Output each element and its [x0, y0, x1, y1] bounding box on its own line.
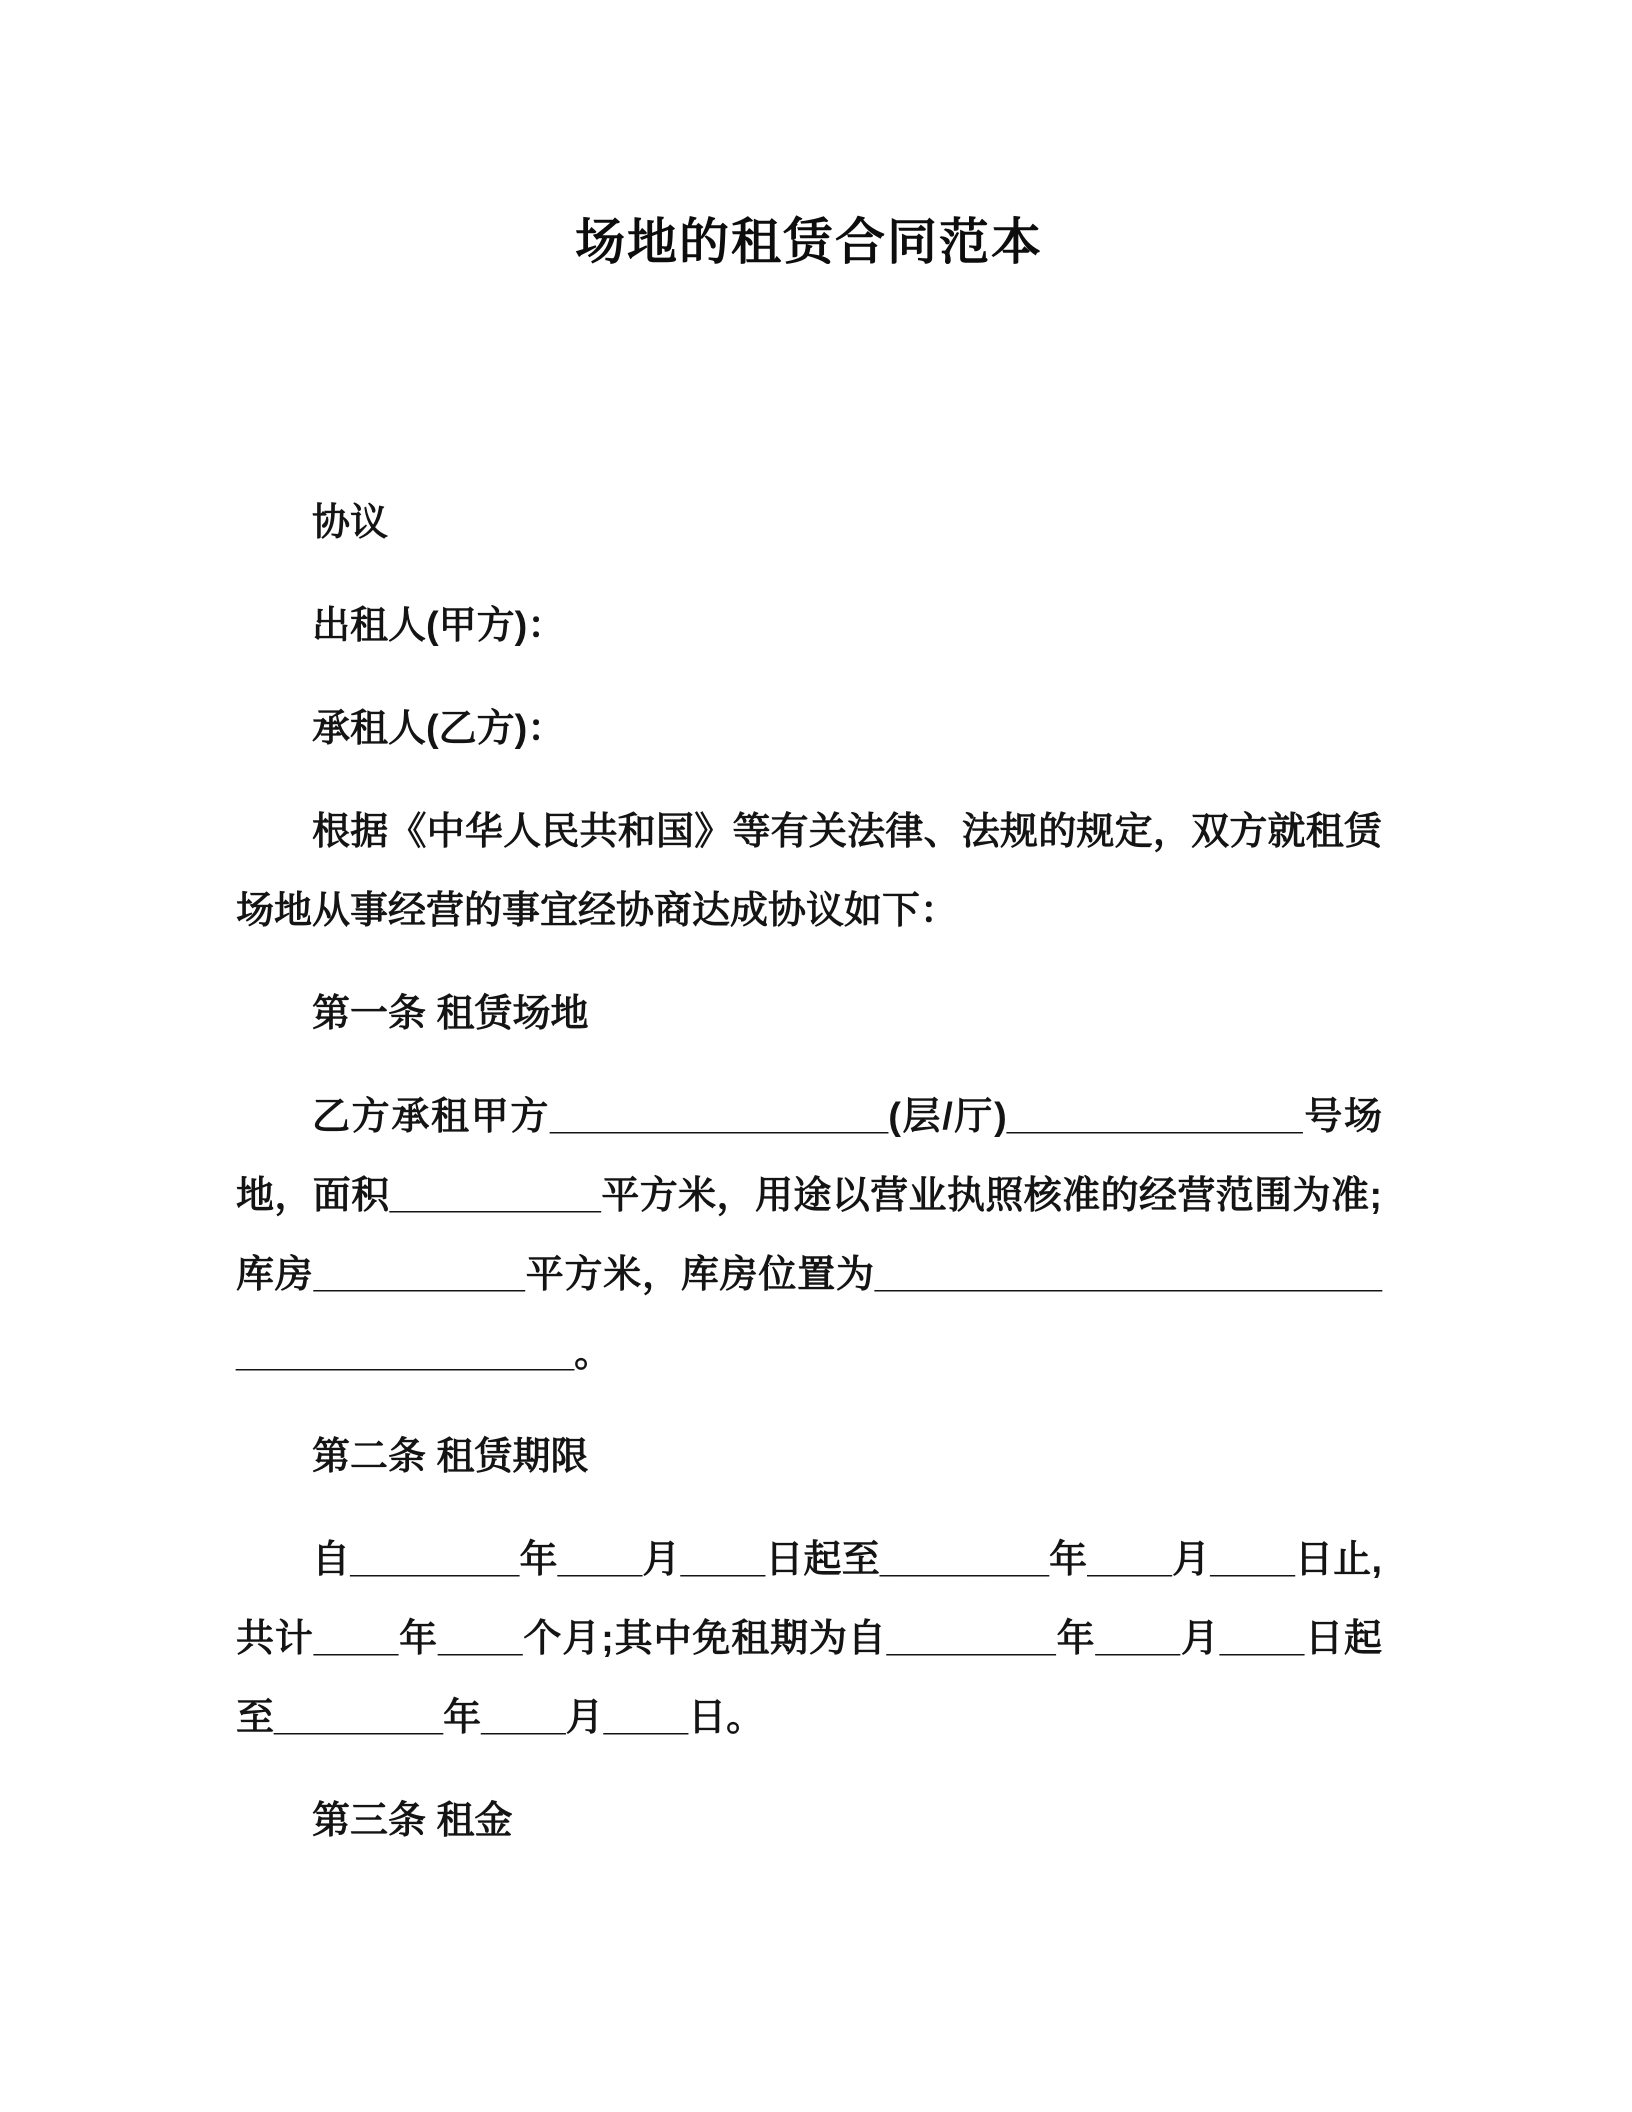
paragraph-preamble: 根据《中华人民共和国》等有关法律、法规的规定，双方就租赁场地从事经营的事宜经协商达成协议如下： [236, 811, 1382, 932]
heading-article-3-rent: 第三条 租金 [312, 1800, 513, 1842]
heading-article-2-lease-term: 第二条 租赁期限 [312, 1436, 589, 1478]
document-body [236, 484, 1382, 1861]
paragraph-lessor-party-a: 出租人(甲方)： [312, 605, 566, 647]
document-title: 场地的租赁合同范本 [575, 214, 1043, 270]
paragraph-agreement-label: 协议 [312, 502, 389, 544]
paragraph-article-1-body: 乙方承租甲方________________(层/厅)______________号场地，面积__________平方米，用途以营业执照核准的经营范围为准;库房__________平方米，库房位置为________________________________________。 [236, 1096, 1382, 1375]
paragraph-article-2-body: 自________年____月____日起至________年____月____日止,共计____年____个月;其中免租期为自________年____月____日起至________年____月____日。 [236, 1539, 1382, 1739]
paragraph-lessee-party-b: 承租人(乙方)： [312, 708, 566, 750]
heading-article-1-leased-site: 第一条 租赁场地 [312, 993, 589, 1035]
